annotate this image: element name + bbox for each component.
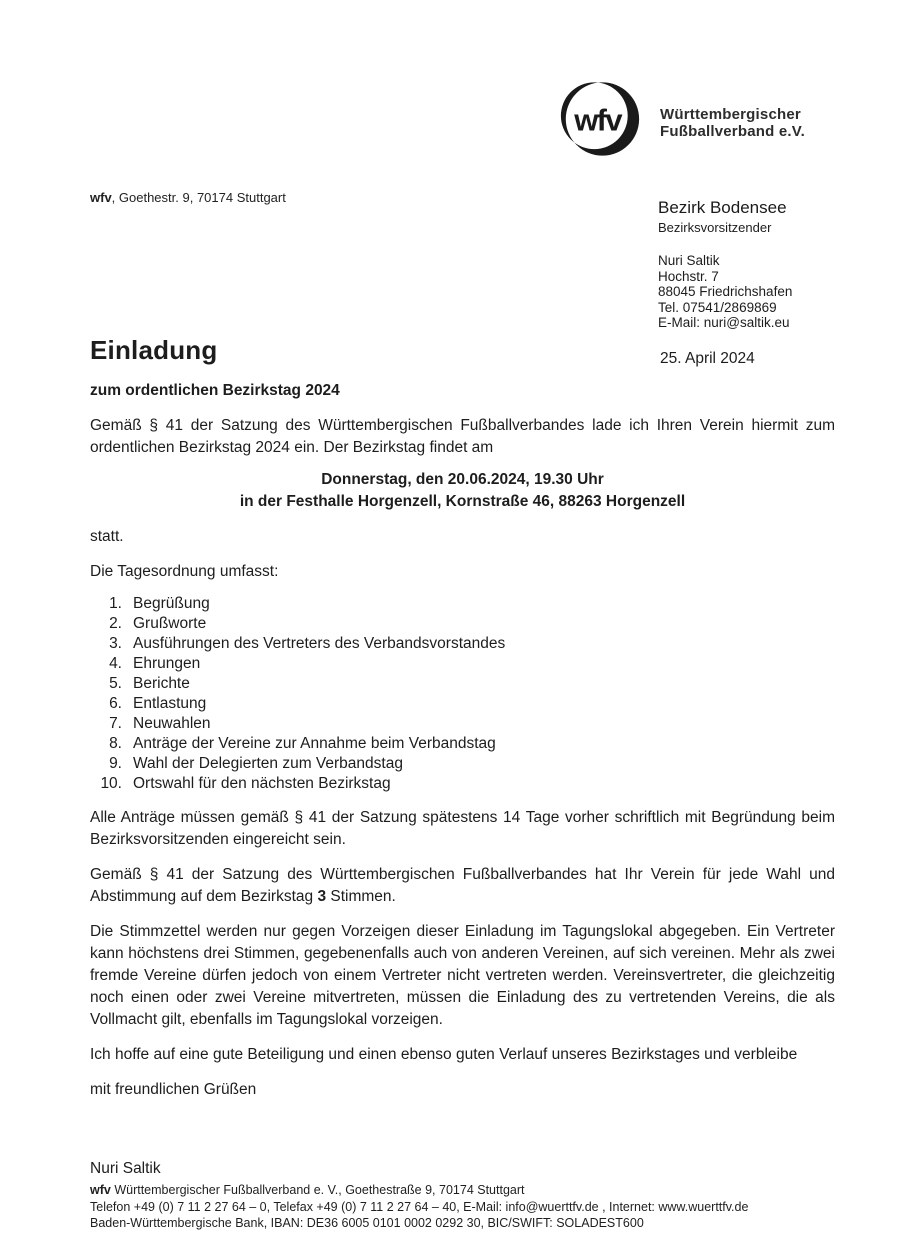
agenda-intro: Die Tagesordnung umfasst: [90, 563, 279, 580]
agenda-item-label: Grußworte [133, 615, 207, 632]
svg-text:wfv: wfv [574, 102, 621, 138]
agenda-item [90, 754, 835, 774]
footer-org-address: Württembergischer Fußballverband e. V., Goethestraße 9, 70174 Stuttgart [110, 1183, 525, 1197]
sender-abbr: wfv [90, 190, 112, 205]
wfv-crescent-logo-icon [556, 70, 644, 168]
agenda-item [90, 654, 835, 674]
agenda-item [90, 634, 835, 654]
agenda-item-number: 2. [109, 615, 122, 632]
letter-footer [90, 1182, 850, 1232]
agenda-item-number: 4. [109, 655, 122, 672]
statt-line: statt. [90, 528, 124, 545]
letter-title: Einladung [90, 335, 218, 365]
agenda-item-number: 10. [100, 775, 122, 792]
contact-details [658, 253, 888, 330]
agenda-item [90, 734, 835, 754]
stimmen-text-pre: Gemäß § 41 der Satzung des Württembergischen Fußballverbandes hat Ihr Verein für jede Wahl und Abstimmung auf dem Bezirkstag [90, 866, 835, 905]
agenda-item-label: Anträge der Vereine zur Annahme beim Verbandstag [133, 735, 496, 752]
agenda-item-number: 3. [109, 635, 122, 652]
logo-org-line1: Württembergischer [660, 105, 801, 123]
contact-phone: Tel. 07541/2869869 [658, 299, 777, 315]
letter-body [90, 336, 835, 1180]
footer-abbr: wfv [90, 1183, 111, 1197]
contact-street: Hochstr. 7 [658, 268, 719, 284]
title-row [90, 336, 835, 366]
signature-name: Nuri Saltik [90, 1160, 161, 1177]
wfv-logo [556, 70, 805, 168]
agenda-item [90, 594, 835, 614]
agenda-item-label: Ehrungen [133, 655, 201, 672]
district-name: Bezirk Bodensee [658, 198, 787, 217]
district-role: Bezirksvorsitzender [658, 220, 772, 235]
agenda-item-label: Ausführungen des Vertreters des Verbandsvorstandes [133, 635, 506, 652]
event-datetime: Donnerstag, den 20.06.2024, 19.30 Uhr [321, 471, 604, 488]
event-location: in der Festhalle Horgenzell, Kornstraße 46, 88263 Horgenzell [239, 493, 686, 510]
agenda-item [90, 614, 835, 634]
agenda-item [90, 714, 835, 734]
agenda-item-label: Neuwahlen [133, 715, 211, 732]
agenda-item-number: 9. [109, 755, 122, 772]
contact-email: E-Mail: nuri@saltik.eu [658, 315, 790, 330]
letter-subject: zum ordentlichen Bezirkstag 2024 [90, 382, 340, 399]
stimmen-count: 3 [317, 888, 327, 905]
agenda-item-label: Begrüßung [133, 595, 210, 612]
logo-org-name [660, 106, 805, 141]
agenda-item-label: Wahl der Delegierten zum Verbandstag [133, 755, 403, 772]
agenda-item-number: 6. [109, 695, 122, 712]
agenda-item-label: Ortswahl für den nächsten Bezirkstag [133, 775, 391, 792]
agenda-item [90, 674, 835, 694]
sender-address: , Goethestr. 9, 70174 Stuttgart [111, 190, 286, 205]
event-details [90, 469, 835, 513]
agenda-item-label: Berichte [133, 675, 190, 692]
agenda-item [90, 694, 835, 714]
footer-line-address [90, 1182, 850, 1199]
logo-org-line2: Fußballverband e.V. [660, 123, 805, 140]
agenda-item-number: 5. [109, 675, 122, 692]
stimmen-text-post: Stimmen. [326, 888, 396, 905]
district-contact-block [658, 198, 888, 331]
footer-line-contact: Telefon +49 (0) 7 11 2 27 64 – 0, Telefax +49 (0) 7 11 2 27 64 – 40, E-Mail: info@wuerttfv.de , Internet: www.wuerttfv.de [90, 1199, 749, 1214]
paragraph-stimmen [90, 864, 835, 908]
agenda-list [90, 594, 835, 794]
sender-return-address [90, 190, 286, 205]
closing-line: mit freundlichen Grüßen [90, 1081, 257, 1098]
agenda-item-number: 1. [109, 595, 122, 612]
agenda-item [90, 774, 835, 794]
paragraph-hoffe: Ich hoffe auf eine gute Beteiligung und einen ebenso guten Verlauf unseres Bezirkstages und verbleibe [90, 1046, 798, 1063]
agenda-item-number: 8. [109, 735, 122, 752]
contact-name: Nuri Saltik [658, 253, 720, 268]
intro-paragraph: Gemäß § 41 der Satzung des Württembergischen Fußballverbandes lade ich Ihren Verein hiermit zum ordentlichen Bezirkstag 2024 ein. Der Bezirkstag findet am [90, 417, 835, 456]
agenda-item-label: Entlastung [133, 695, 207, 712]
paragraph-stimmzettel: Die Stimmzettel werden nur gegen Vorzeigen dieser Einladung im Tagungslokal abgegeben. Ein Vertreter kann höchstens drei Stimmen, gegebenenfalls auch von anderen Vereinen, auf sich vereinen. Mehr als zwei fremde Vereine dürfen jedoch von einem Vertreter nicht vertreten werden. Vereinsvertreter, die gleichzeitig noch einen oder zwei Vereine mitvertreten, müssen die Einladung des zu vertretenden Vereins, die als Vollmacht gilt, ebenfalls im Tagungslokal vorzeigen. [90, 923, 835, 1028]
paragraph-antraege: Alle Anträge müssen gemäß § 41 der Satzung spätestens 14 Tage vorher schriftlich mit Begründung beim Bezirksvorsitzenden eingereicht sein. [90, 809, 835, 848]
agenda-item-number: 7. [109, 715, 122, 732]
contact-city: 88045 Friedrichshafen [658, 284, 793, 299]
footer-line-bank: Baden-Württembergische Bank, IBAN: DE36 6005 0101 0002 0292 30, BIC/SWIFT: SOLADEST600 [90, 1216, 644, 1230]
letter-date: 25. April 2024 [660, 350, 755, 367]
